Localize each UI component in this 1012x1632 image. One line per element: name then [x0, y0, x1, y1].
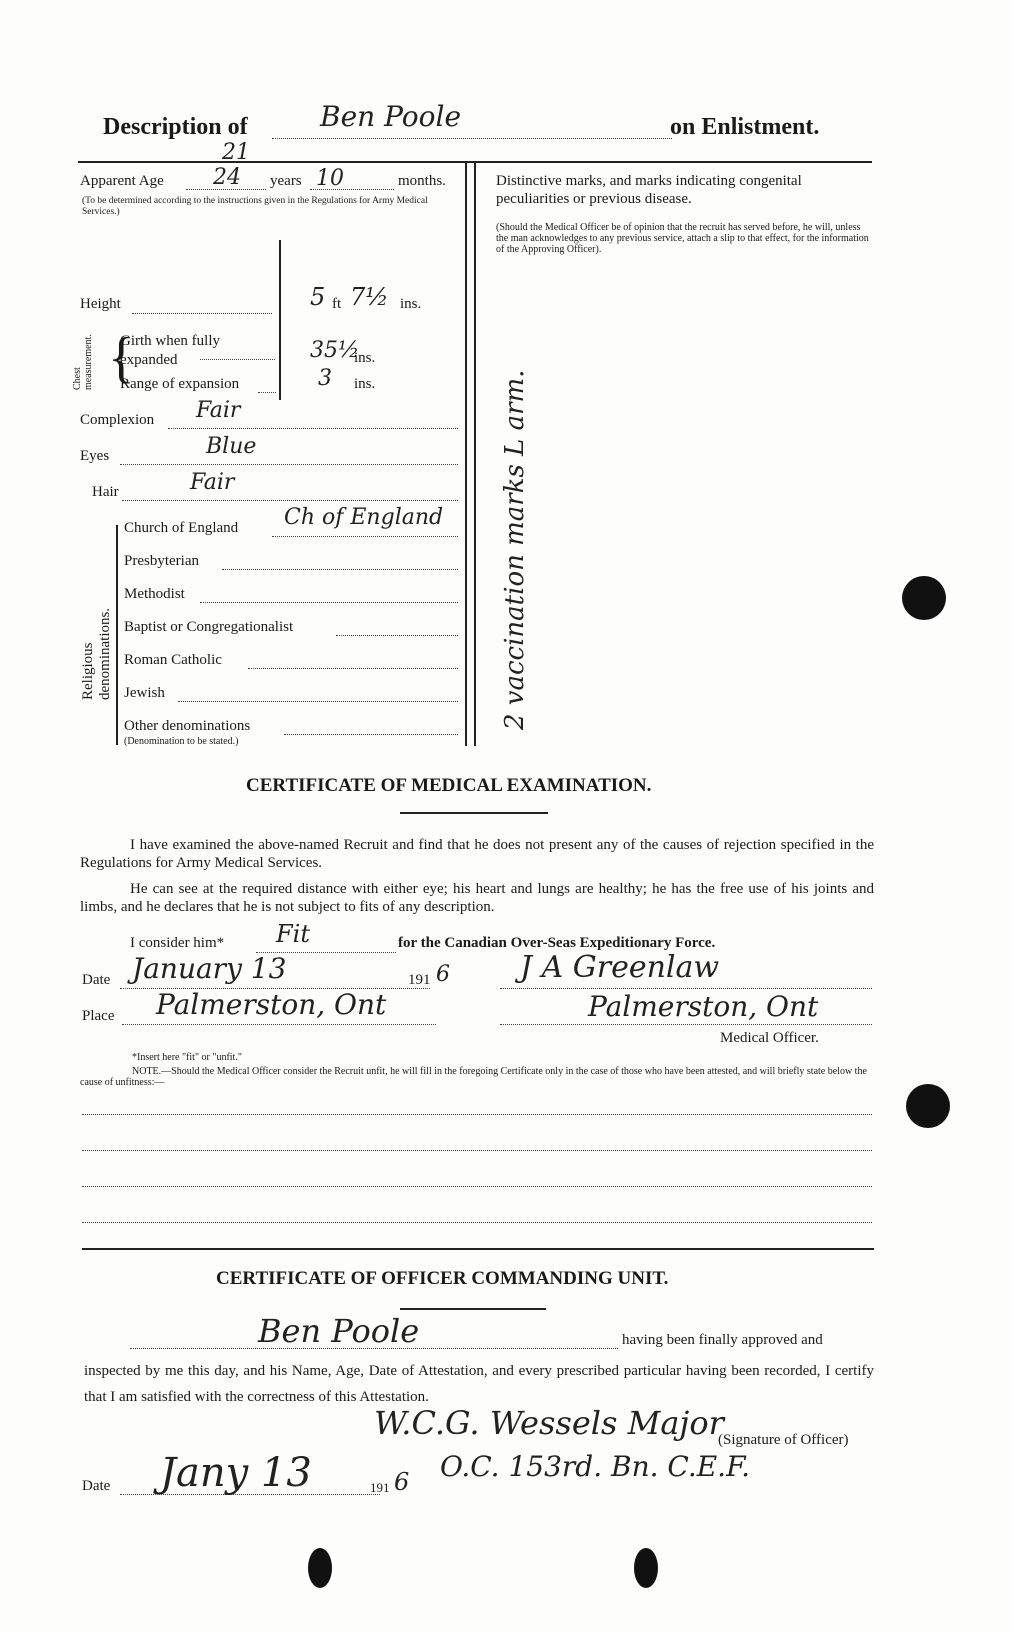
commanding-date-value: Jany 13	[160, 1450, 312, 1496]
commanding-signature-label: (Signature of Officer)	[718, 1432, 849, 1448]
unfit-line-1	[82, 1114, 872, 1115]
consider-value: Fit	[276, 920, 310, 948]
medical-title: CERTIFICATE OF MEDICAL EXAMINATION.	[246, 775, 652, 796]
other-line	[284, 734, 458, 735]
commanding-title-rule	[400, 1308, 546, 1310]
medical-title-rule	[400, 812, 548, 814]
ins-label: ins.	[400, 296, 422, 312]
roman-catholic-line	[248, 668, 458, 669]
years-label: years	[270, 173, 302, 189]
punch-hole-1	[902, 576, 946, 620]
presbyterian-line	[222, 569, 458, 570]
center-divider-a	[465, 161, 467, 746]
commanding-signature: W.C.G. Wessels Major	[374, 1404, 724, 1442]
medical-year-prefix: 191	[408, 972, 431, 988]
punch-hole-4	[634, 1548, 658, 1588]
marks-label: Distinctive marks, and marks indicating congenital peculiarities or previous disease.	[496, 173, 802, 207]
age-years-overwritten: 24	[213, 165, 241, 190]
hair-value: Fair	[190, 470, 235, 495]
chest-label: Chest measurement.	[72, 334, 94, 390]
medical-place-line	[122, 1024, 436, 1025]
medical-para2: He can see at the required distance with either eye; his heart and lungs are healthy; he has the free use of his joints and limbs, and he declares that he is not subject to fits of any description.	[80, 881, 874, 915]
church-value: Ch of England	[284, 505, 444, 530]
medical-officer-signature: J A Greenlaw	[520, 950, 720, 985]
medical-officer-label: Medical Officer.	[720, 1030, 819, 1046]
punch-hole-2	[906, 1084, 950, 1128]
complexion-line	[168, 428, 458, 429]
punch-hole-3	[308, 1548, 332, 1588]
girth-value: 35½	[310, 338, 360, 363]
medical-date-label: Date	[82, 972, 111, 988]
baptist-line	[336, 635, 458, 636]
consider-label: I consider him*	[130, 935, 225, 951]
range-label: Range of expansion	[120, 376, 240, 392]
height-line	[132, 313, 272, 314]
title-left: Description of	[103, 114, 248, 140]
signature-line-1	[500, 988, 872, 989]
medical-note: NOTE.—Should the Medical Officer consider the Recruit unfit, he will fill in the foregoing Certificate only in the case of those who have been attested, and will briefly state below the cause of unfitness:—	[80, 1066, 867, 1088]
commanding-rank: O.C. 153rd. Bn. C.E.F.	[440, 1450, 751, 1483]
commanding-after-name: having been finally approved and	[622, 1332, 823, 1348]
religion-bracket	[116, 525, 118, 745]
marks-value: 2 vaccination marks L arm.	[500, 369, 530, 730]
inner-divider	[279, 240, 281, 400]
age-months-value: 10	[316, 166, 344, 191]
height-label: Height	[80, 296, 121, 312]
apparent-age-label: Apparent Age	[80, 173, 164, 189]
medical-date-value: January 13	[132, 952, 287, 985]
complexion-value: Fair	[196, 398, 241, 423]
hair-line	[122, 500, 458, 501]
section-rule	[82, 1248, 874, 1250]
height-in-value: 7½	[350, 283, 389, 311]
height-ft-value: 5	[310, 283, 326, 311]
methodist-label: Methodist	[124, 586, 185, 602]
commanding-para: inspected by me this day, and his Name, Age, Date of Attestation, and every prescribed particular having been recorded, I certify that I am satisfied with the correctness of this Attestation.	[84, 1363, 874, 1405]
girth-line	[200, 359, 275, 360]
hair-label: Hair	[92, 484, 119, 500]
girth-ins-label: ins.	[354, 350, 376, 366]
range-value: 3	[318, 366, 332, 391]
age-note: (To be determined according to the instructions given in the Regulations for Army Medical Services.)	[82, 196, 428, 217]
brace-bracket: {	[108, 327, 135, 389]
girth-label: Girth when fully expanded	[120, 333, 220, 368]
force-label: for the Canadian Over-Seas Expeditionary Force.	[398, 935, 716, 951]
jewish-label: Jewish	[124, 685, 165, 701]
center-divider-b	[474, 161, 476, 746]
commanding-date-label: Date	[82, 1478, 111, 1494]
months-label: months.	[398, 173, 446, 189]
commanding-name: Ben Poole	[258, 1312, 420, 1350]
age-years-value: 21	[222, 140, 250, 165]
eyes-label: Eyes	[80, 448, 110, 464]
recruit-name: Ben Poole	[320, 100, 462, 133]
presbyterian-label: Presbyterian	[124, 553, 199, 569]
unfit-line-3	[82, 1186, 872, 1187]
eyes-line	[120, 464, 458, 465]
commanding-year-prefix: 191	[370, 1480, 390, 1495]
other-note: (Denomination to be stated.)	[124, 736, 239, 747]
medical-place-value: Palmerston, Ont	[156, 988, 387, 1021]
medical-footnote: *Insert here "fit" or "unfit."	[132, 1052, 242, 1063]
medical-para1: I have examined the above-named Recruit and find that he does not present any of the causes of rejection specified in the Regulations for Army Medical Services.	[80, 837, 874, 871]
jewish-line	[178, 701, 458, 702]
range-ins-label: ins.	[354, 376, 376, 392]
signature-line-2	[500, 1024, 872, 1025]
eyes-value: Blue	[206, 434, 257, 459]
commanding-title: CERTIFICATE OF OFFICER COMMANDING UNIT.	[216, 1268, 669, 1289]
religions-label: Religious denominations.	[80, 607, 113, 700]
other-denominations-label: Other denominations	[124, 718, 251, 734]
baptist-label: Baptist or Congregationalist	[124, 619, 294, 635]
unfit-line-2	[82, 1150, 872, 1151]
ft-label: ft	[332, 296, 342, 312]
methodist-line	[200, 602, 458, 603]
medical-place-label: Place	[82, 1008, 115, 1024]
church-line	[272, 536, 458, 537]
complexion-label: Complexion	[80, 412, 155, 428]
church-of-england-label: Church of England	[124, 520, 239, 536]
unfit-line-4	[82, 1222, 872, 1223]
name-line	[272, 138, 672, 139]
marks-note: (Should the Medical Officer be of opinion that the recruit has served before, he will, unless the man acknowledges to any previous service, attach a slip to that effect, for the information of the Approving Officer).	[496, 222, 869, 255]
commanding-year-suffix: 6	[394, 1468, 410, 1496]
medical-officer-place: Palmerston, Ont	[588, 990, 819, 1023]
title-right: on Enlistment.	[670, 114, 820, 140]
medical-year-suffix: 6	[436, 962, 450, 987]
roman-catholic-label: Roman Catholic	[124, 652, 222, 668]
range-line	[258, 392, 276, 393]
